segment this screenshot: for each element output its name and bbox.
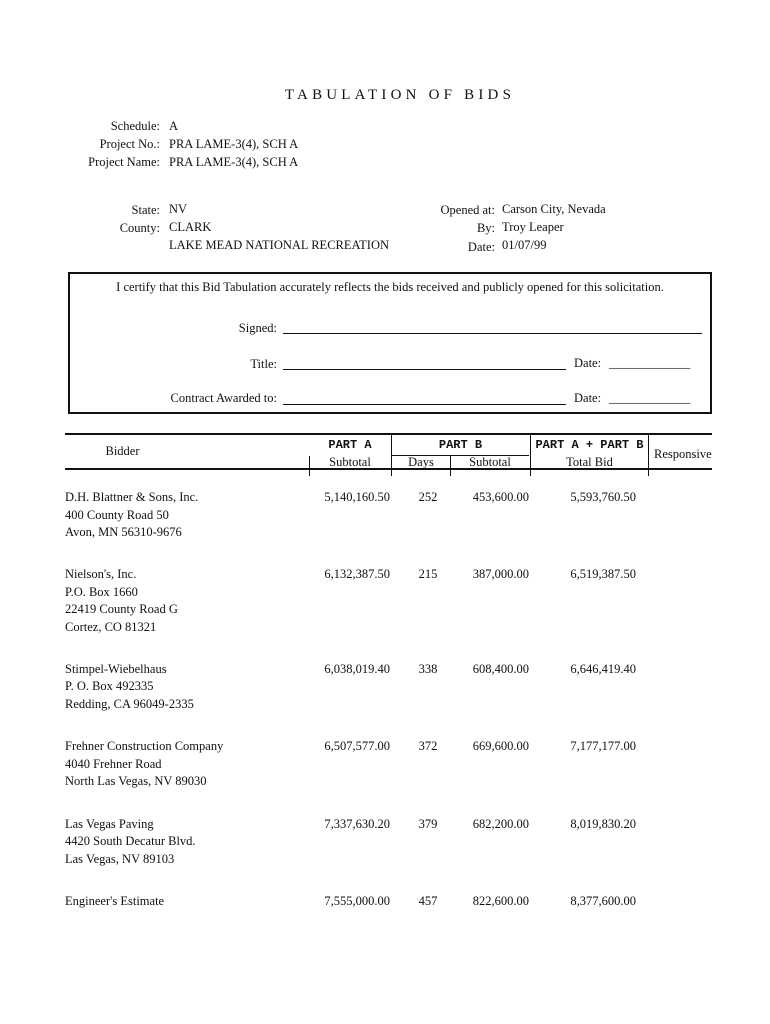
header-total: PART A + PART B	[535, 438, 644, 452]
project-no-label: Project No.:	[99, 137, 160, 151]
total-value: 6,519,387.50	[570, 567, 636, 581]
header-part-b: PART B	[438, 438, 483, 452]
by-label: By:	[476, 221, 495, 235]
bidder-city: Cortez, CO 81321	[65, 620, 157, 634]
bidder-address: 400 County Road 50	[65, 508, 169, 522]
part-b-value: 387,000.00	[472, 567, 529, 581]
project-name-label: Project Name:	[88, 155, 160, 169]
days-value: 372	[418, 739, 438, 753]
project-no-value: PRA LAME-3(4), SCH A	[169, 137, 299, 151]
bidder-city: Avon, MN 56310-9676	[65, 525, 182, 539]
part-b-value: 608,400.00	[472, 662, 529, 676]
days-value: 215	[418, 567, 438, 581]
header-total-bid: Total Bid	[566, 455, 613, 469]
date-field-blank[interactable]: _____________	[609, 356, 691, 370]
total-value: 8,019,830.20	[570, 817, 636, 831]
total-value: 8,377,600.00	[570, 894, 636, 908]
bidder-name: D.H. Blattner & Sons, Inc.	[65, 490, 199, 504]
part-b-value: 669,600.00	[472, 739, 529, 753]
schedule-value: A	[169, 119, 179, 133]
part-a-value: 6,038,019.40	[324, 662, 390, 676]
location-value: LAKE MEAD NATIONAL RECREATION	[169, 238, 390, 252]
bidder-name: Stimpel-Wiebelhaus	[65, 662, 167, 676]
part-b-value: 822,600.00	[472, 894, 529, 908]
part-a-value: 6,132,387.50	[324, 567, 390, 581]
county-label: County:	[119, 221, 160, 235]
part-a-value: 7,555,000.00	[324, 894, 390, 908]
signed-label: Signed:	[238, 321, 277, 335]
total-value: 7,177,177.00	[570, 739, 636, 753]
contract-awarded-line[interactable]	[283, 404, 566, 405]
title-label: Title:	[250, 357, 277, 371]
bidder-name: Frehner Construction Company	[65, 739, 224, 753]
part-a-value: 5,140,160.50	[324, 490, 390, 504]
certification-statement: I certify that this Bid Tabulation accurately reflects the bids received and publicly opened for this solicitation.	[116, 280, 664, 294]
opened-at-label: Opened at:	[440, 203, 495, 217]
header-part-b-days: Days	[408, 455, 434, 469]
date-field-label: Date:	[574, 356, 602, 370]
opened-at-value: Carson City, Nevada	[502, 202, 606, 216]
days-value: 338	[418, 662, 438, 676]
part-a-value: 7,337,630.20	[324, 817, 390, 831]
total-value: 6,646,419.40	[570, 662, 636, 676]
county-value: CLARK	[169, 220, 212, 234]
date2-field-blank[interactable]: _____________	[609, 391, 691, 405]
page-title: TABULATION OF BIDS	[284, 87, 516, 103]
bidder-name: Nielson's, Inc.	[65, 567, 137, 581]
bidder-name: Engineer's Estimate	[65, 894, 165, 908]
bidder-address: 4040 Frehner Road	[65, 757, 162, 771]
part-a-value: 6,507,577.00	[324, 739, 390, 753]
bidder-address: P. O. Box 492335	[65, 679, 154, 693]
days-value: 252	[418, 490, 438, 504]
bidder-name: Las Vegas Paving	[65, 817, 154, 831]
bidder-city: Redding, CA 96049-2335	[65, 697, 194, 711]
title-line[interactable]	[283, 369, 566, 370]
header-responsive: Responsive	[654, 447, 712, 461]
date2-field-label: Date:	[574, 391, 602, 405]
part-b-value: 682,200.00	[472, 817, 529, 831]
signed-line[interactable]	[283, 333, 702, 334]
header-part-a: PART A	[328, 438, 372, 452]
days-value: 379	[418, 817, 438, 831]
part-b-value: 453,600.00	[472, 490, 529, 504]
bidder-address-2: 22419 County Road G	[65, 602, 178, 616]
total-value: 5,593,760.50	[570, 490, 636, 504]
header-part-a-subtotal: Subtotal	[329, 455, 371, 469]
date-value: 01/07/99	[502, 238, 547, 252]
table-top-rule	[65, 433, 712, 435]
state-value: NV	[169, 202, 188, 216]
bidder-city: Las Vegas, NV 89103	[65, 852, 175, 866]
bidder-address: P.O. Box 1660	[65, 585, 138, 599]
col-divider-5	[648, 435, 649, 476]
header-part-b-subtotal: Subtotal	[469, 455, 511, 469]
header-bidder: Bidder	[105, 444, 140, 458]
by-value: Troy Leaper	[502, 220, 564, 234]
date-label: Date:	[467, 240, 495, 254]
schedule-label: Schedule:	[110, 119, 160, 133]
state-label: State:	[131, 203, 160, 217]
project-name-value: PRA LAME-3(4), SCH A	[169, 155, 299, 169]
days-value: 457	[418, 894, 438, 908]
contract-awarded-label: Contract Awarded to:	[170, 391, 277, 405]
bidder-address: 4420 South Decatur Blvd.	[65, 834, 196, 848]
bidder-city: North Las Vegas, NV 89030	[65, 774, 207, 788]
